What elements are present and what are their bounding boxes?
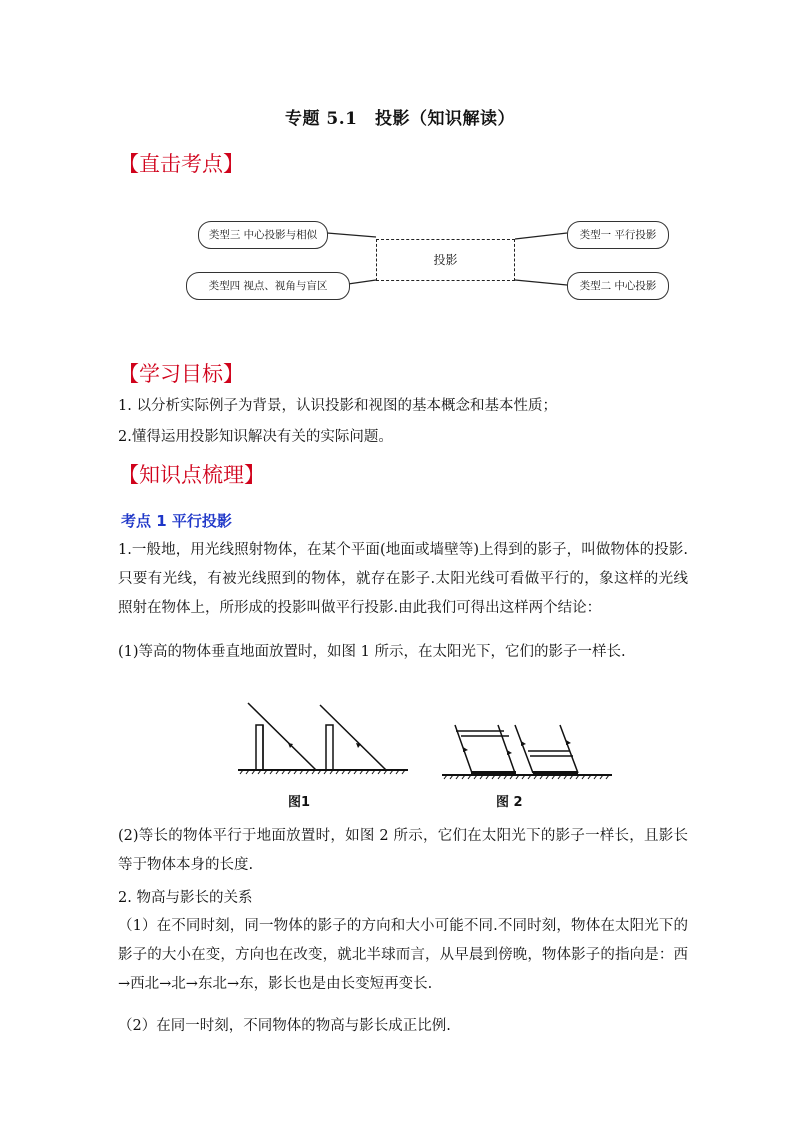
- figure-2-caption: 图 2: [496, 795, 523, 810]
- figure-1-caption: 图1: [288, 795, 311, 810]
- paragraph-conclusion-2: (2)等长的物体平行于地面放置时，如图 2 所示，它们在太阳光下的影子一样长，且影长等于物体本身的长度.: [118, 828, 688, 873]
- paragraph-conclusion-1: (1)等高的物体垂直地面放置时，如图 1 所示，在太阳光下，它们的影子一样长.: [118, 644, 626, 660]
- paragraph-same-time: （2）在同一时刻，不同物体的物高与影长成正比例.: [118, 1018, 451, 1034]
- page-title: 专题 5.1 投影（知识解读）: [285, 109, 515, 129]
- mindmap-node-type2: 类型二 中心投影: [567, 272, 669, 300]
- section-heading-kaodian: 【直击考点】: [118, 152, 244, 176]
- figure-2-drawing: [442, 725, 612, 779]
- section-heading-shuli: 【知识点梳理】: [118, 463, 265, 487]
- paragraph-different-times: （1）在不同时刻，同一物体的影子的方向和大小可能不同.不同时刻，物体在太阳光下的影子的大小在变，方向也在改变，就北半球而言，从早晨到傍晚，物体影子的指向是：西→西北→北→东北→东，影长也是由长变短再变长.: [118, 918, 688, 992]
- mindmap-node-type4: 类型四 视点、视角与盲区: [186, 272, 350, 300]
- mindmap-node-type3: 类型三 中心投影与相似: [198, 221, 328, 249]
- mindmap-node-type1: 类型一 平行投影: [567, 221, 669, 249]
- paragraph-definition: 1.一般地，用光线照射物体，在某个平面(地面或墙壁等)上得到的影子，叫做物体的投影.只要有光线，有被光线照到的物体，就存在影子.太阳光线可看做平行的，象这样的光线照射在物体上，所形成的投影叫做平行投影.由此我们可得出这样两个结论：: [118, 542, 688, 616]
- mindmap-connectors: [0, 0, 800, 340]
- section-heading-mubiao: 【学习目标】: [118, 362, 244, 386]
- mindmap-center-node: 投影: [376, 239, 515, 281]
- goal-item-2: 2.懂得运用投影知识解决有关的实际问题。: [118, 429, 393, 445]
- figure-1-drawing: [238, 703, 408, 774]
- goal-item-1: 1. 以分析实际例子为背景，认识投影和视图的基本概念和基本性质；: [118, 398, 557, 414]
- paragraph-height-shadow-heading: 2. 物高与影长的关系: [118, 890, 253, 906]
- topic-heading-parallel-projection: 考点 1 平行投影: [121, 512, 232, 530]
